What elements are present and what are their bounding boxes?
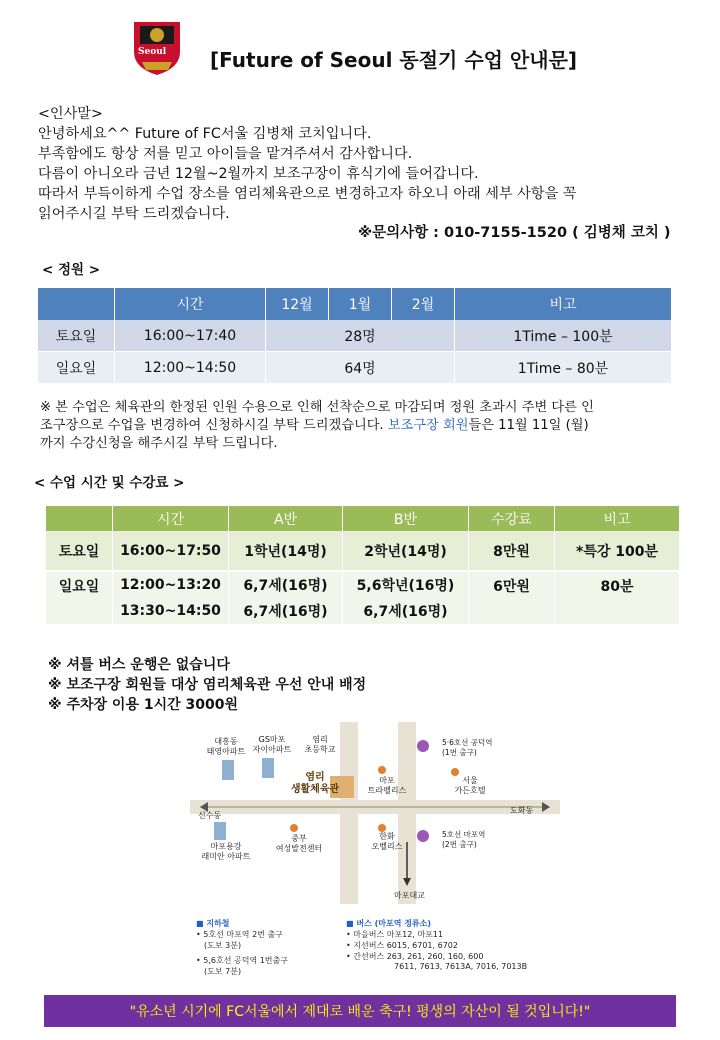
greeting-line: 읽어주시길 부탁 드리겠습니다.: [38, 206, 230, 222]
building-daeheung: [222, 760, 234, 780]
member-highlight: 보조구장 회원: [387, 418, 469, 433]
header-cell: A반: [229, 506, 343, 531]
legend-title: ■ 지하철: [196, 919, 230, 928]
extra-notes: [48, 655, 366, 715]
capacity-table: [38, 288, 672, 383]
map-label: 한화 오벨리스: [371, 832, 403, 851]
legend-line: (도보 3분): [204, 941, 242, 950]
note-line: ※ 셔틀 버스 운행은 없습니다: [48, 657, 230, 673]
map-label: 5호선 마포역 (2번 출구): [442, 830, 486, 849]
legend-line: • 마을버스 마포12, 마포11: [346, 930, 444, 939]
class-b-cell: 2학년(14명): [343, 531, 469, 571]
legend-line: • 5호선 마포역 2번 출구: [196, 930, 283, 939]
logo-text: Seoul: [138, 47, 167, 57]
contact-info: ※문의사항 : 010-7155-1520 ( 김병채 코치 ): [358, 225, 671, 241]
map-label: 중부 여성발전센터: [275, 834, 323, 853]
time-cell: 12:00~13:20: [113, 571, 229, 598]
class-b-cell: 6,7세(16명): [343, 598, 469, 624]
time-cell: 16:00~17:50: [113, 531, 229, 571]
table-row: [38, 320, 672, 352]
header-cell: 2월: [392, 288, 455, 320]
schedule-table: [46, 506, 680, 624]
greeting-line: 부족함에도 항상 저를 믿고 아이들을 맡겨주셔서 감사합니다.: [38, 146, 413, 162]
note-line: ※ 보조구장 회원들 대상 염리체육관 우선 안내 배정: [48, 677, 367, 693]
day-cell: 일요일: [46, 571, 113, 624]
legend-line: 7611, 7613, 7613A, 7016, 7013B: [394, 962, 528, 971]
greeting-section: [38, 104, 688, 224]
notice-text: 조구장으로 수업을 변경하여 신청하시길 부탁 드리겠습니다.: [40, 418, 384, 433]
slogan-banner: "유소년 시기에 FC서울에서 제대로 배운 축구! 평생의 자산이 될 것입니다!": [44, 995, 676, 1027]
map-label: 마포대교: [394, 891, 425, 900]
legend-line: • 5,6호선 공덕역 1번출구: [196, 956, 288, 965]
header-cell: 12월: [266, 288, 329, 320]
map-label: 대흥동 태영아파트: [206, 737, 246, 756]
schedule-label: < 수업 시간 및 수강료 >: [34, 475, 185, 491]
legend-line: (도보 7분): [204, 967, 242, 976]
fee-cell: 8만원: [469, 531, 555, 571]
day-cell: 일요일: [38, 352, 115, 384]
class-a-cell: 6,7세(16명): [229, 571, 343, 598]
document-title: [Future of Seoul 동절기 수업 안내문]: [210, 48, 578, 72]
map-label: 서울 가든호텔: [454, 776, 486, 795]
gym-label: 염리 생활체육관: [290, 772, 340, 795]
subway-gongdeok: [417, 740, 429, 752]
count-cell: 64명: [266, 352, 455, 384]
table-header-row: [38, 288, 672, 320]
map-label: 도화동: [510, 806, 534, 815]
note-line: ※ 주차장 이용 1시간 3000원: [48, 697, 239, 713]
header-cell: 시간: [113, 506, 229, 531]
time-cell: 16:00~17:40: [115, 320, 266, 352]
header-cell: 1월: [329, 288, 392, 320]
count-cell: 28명: [266, 320, 455, 352]
fee-cell: 6만원: [469, 571, 555, 624]
class-b-cell: 5,6학년(16명): [343, 571, 469, 598]
table-row: [46, 571, 680, 598]
map-label: 마포용강 래미안 아파트: [201, 842, 251, 861]
map-label: 5·6호선 공덕역 (1번 출구): [442, 738, 493, 757]
greeting-line: 다름이 아니오라 금년 12월~2월까지 보조구장이 휴식기에 들어갑니다.: [38, 166, 479, 182]
map-label: 마포 트라펠리스: [367, 776, 407, 795]
class-a-cell: 1학년(14명): [229, 531, 343, 571]
table-row: [38, 352, 672, 384]
table-row: [46, 531, 680, 571]
header-cell: [46, 506, 113, 531]
header-cell: 비고: [555, 506, 680, 531]
capacity-label: < 정원 >: [42, 262, 101, 278]
subway-mapo: [417, 830, 429, 842]
header-cell: 수강료: [469, 506, 555, 531]
note-cell: 1Time – 100분: [455, 320, 672, 352]
map-label: 신수동: [198, 811, 222, 820]
notice-line: ※ 본 수업은 체육관의 한정된 인원 수용으로 인해 선착순으로 마감되며 정원 초과시 주변 다른 인: [40, 400, 594, 415]
day-cell: 토요일: [38, 320, 115, 352]
map-label: GS마포 자이아파트: [252, 735, 292, 754]
header-cell: 시간: [115, 288, 266, 320]
building-raemian: [214, 822, 226, 840]
day-cell: 토요일: [46, 531, 113, 571]
building-gs: [262, 758, 274, 778]
legend-line: • 간선버스 263, 261, 260, 160, 600: [346, 952, 484, 961]
header-cell: [38, 288, 115, 320]
notice-line: [40, 417, 680, 435]
notice-line: 까지 수강신청을 해주시길 부탁 드립니다.: [40, 436, 278, 451]
note-cell: 1Time – 80분: [455, 352, 672, 384]
note-cell: *특강 100분: [555, 531, 680, 571]
legend-line: • 지선버스 6015, 6701, 6702: [346, 941, 458, 950]
header-cell: B반: [343, 506, 469, 531]
greeting-heading: <인사말>: [38, 106, 103, 122]
notice-text: 들은 11월 11일 (월): [468, 418, 589, 433]
table-header-row: [46, 506, 680, 531]
registration-notice: [40, 399, 680, 453]
greeting-line: 안녕하세요^^ Future of FC서울 김병채 코치입니다.: [38, 126, 372, 142]
greeting-line: 따라서 부득이하게 수업 장소를 염리체육관으로 변경하고자 하오니 아래 세부 사항을 꼭: [38, 186, 577, 202]
time-cell: 13:30~14:50: [113, 598, 229, 624]
time-cell: 12:00~14:50: [115, 352, 266, 384]
header-cell: 비고: [455, 288, 672, 320]
legend-title: ■ 버스 (마포역 정류소): [346, 919, 432, 928]
note-cell: 80분: [555, 571, 680, 624]
map-label: 염리 초등학교: [304, 735, 336, 754]
class-a-cell: 6,7세(16명): [229, 598, 343, 624]
